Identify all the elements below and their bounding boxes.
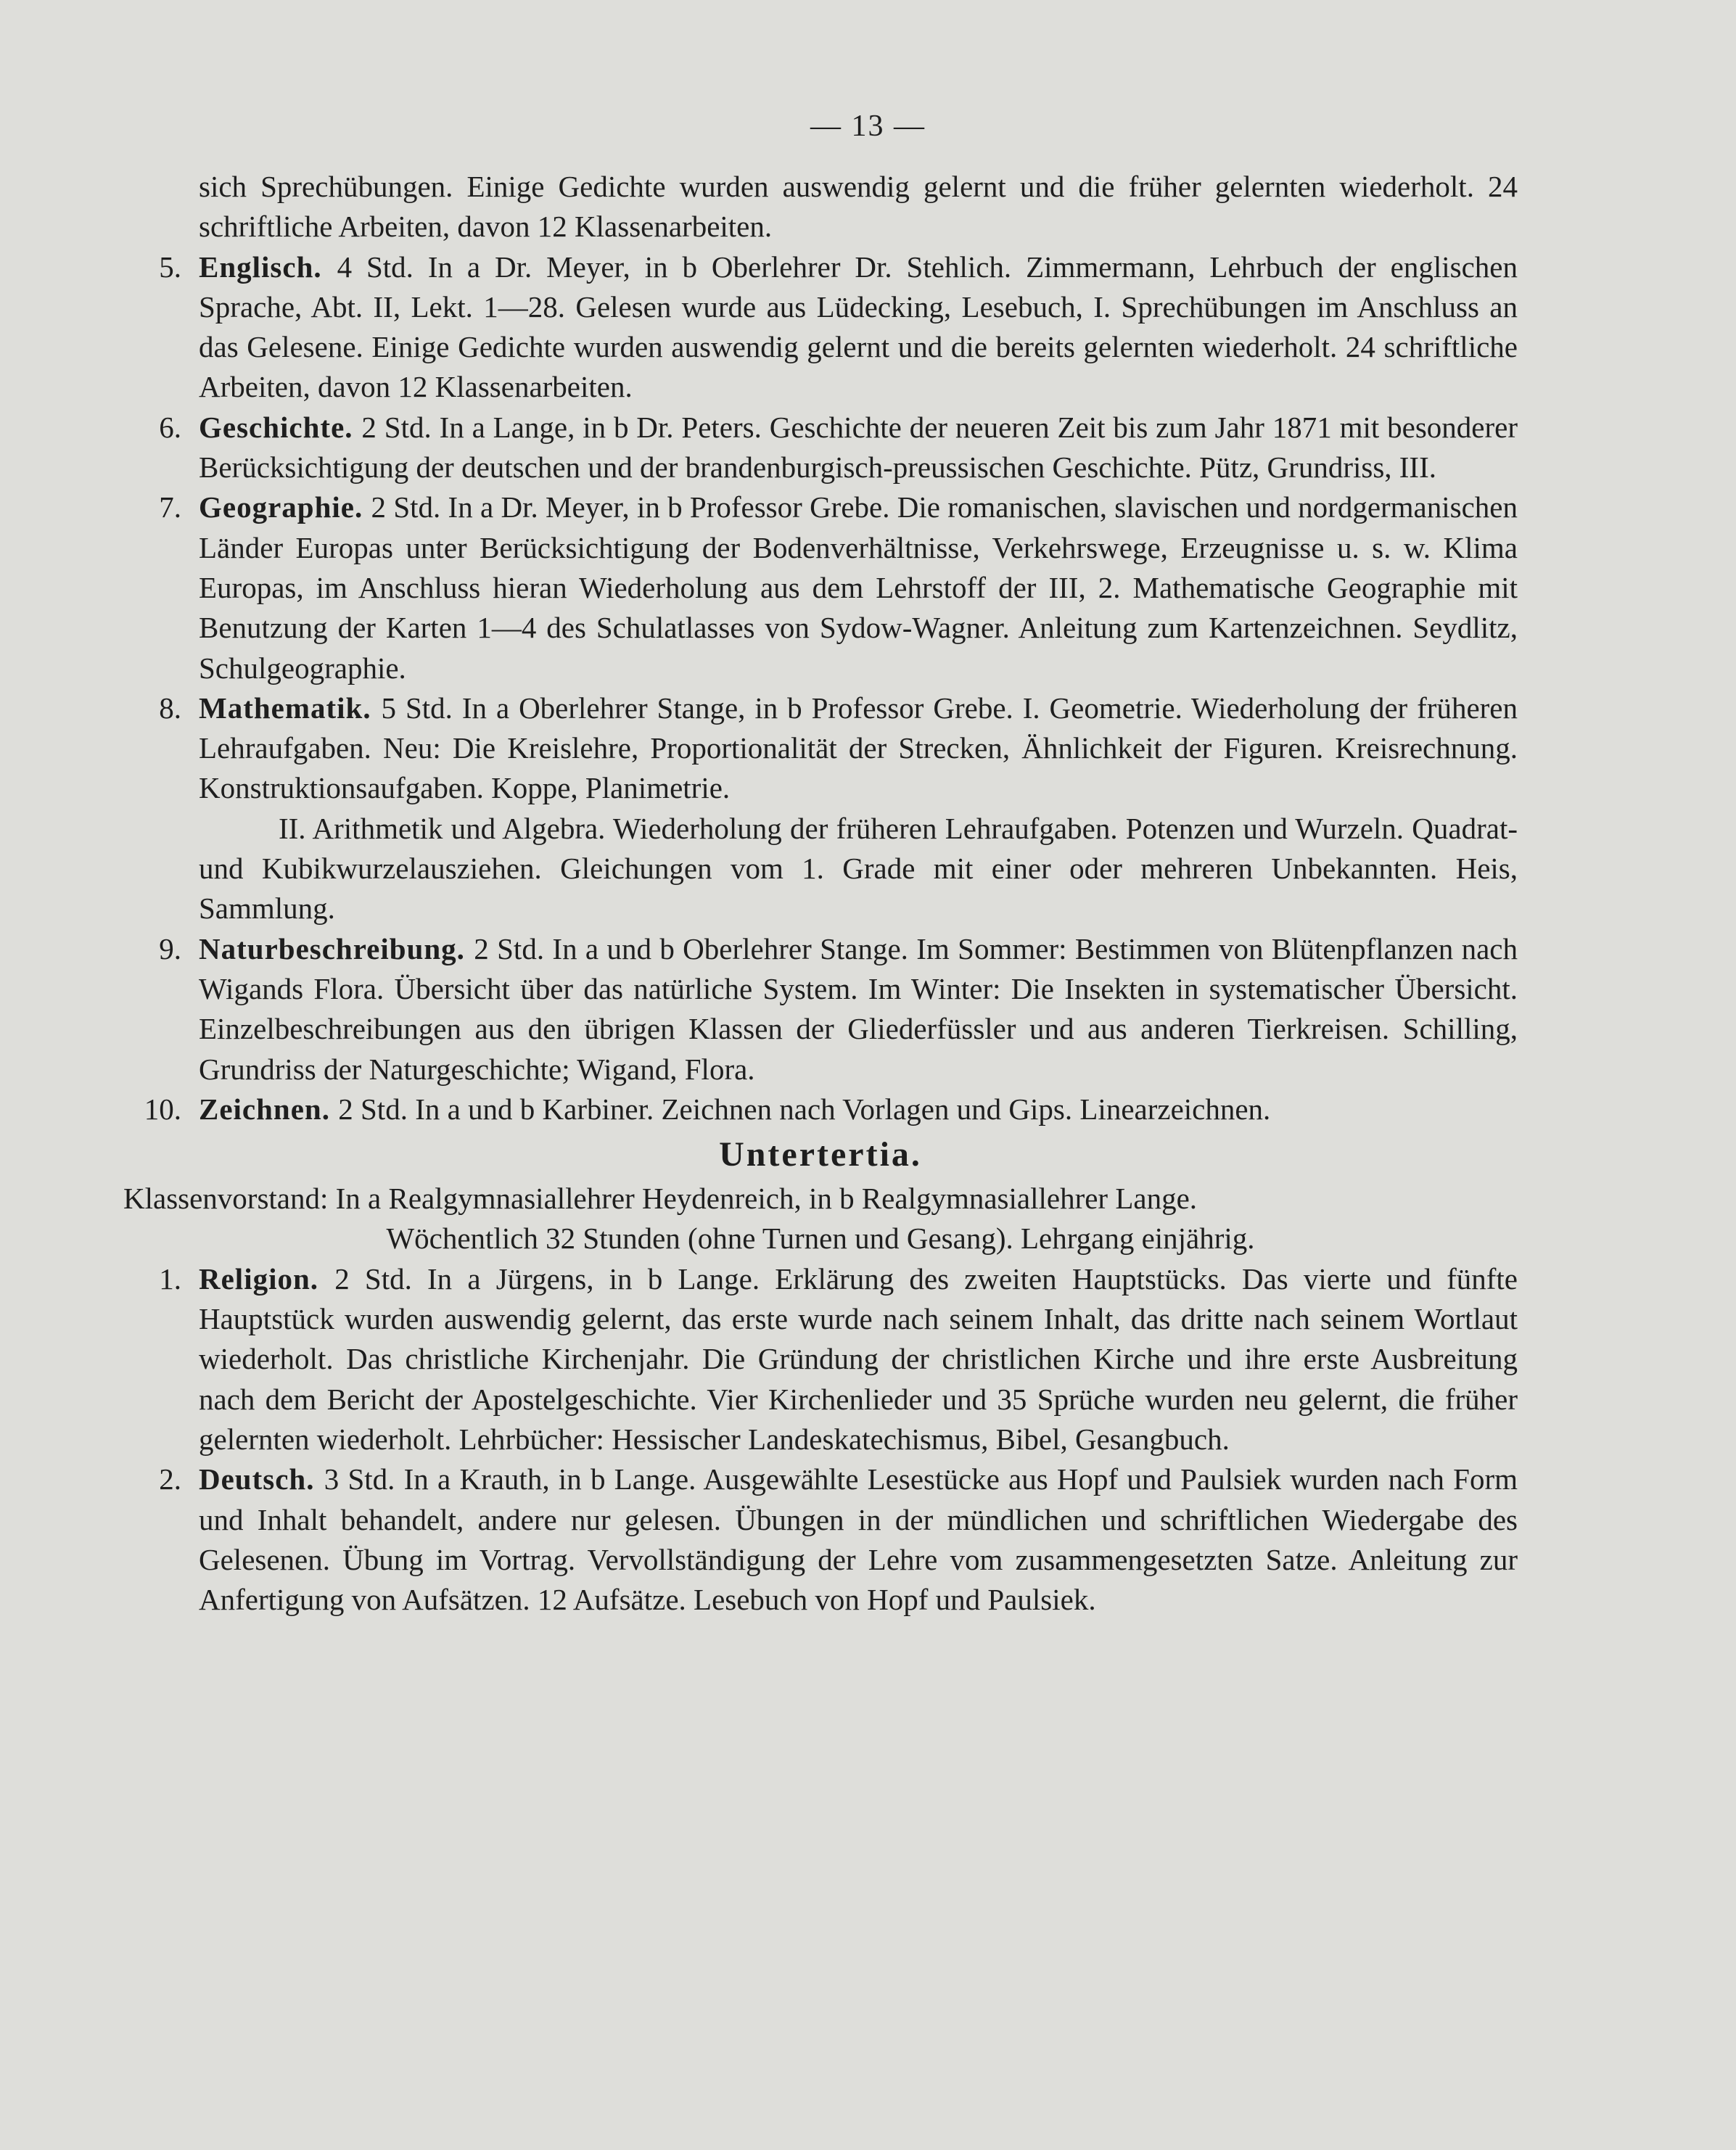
section-englisch (123, 247, 1518, 408)
section-text: 2 Std. In a Lange, in b Dr. Peters. Geschichte der neueren Zeit bis zum Jahr 1871 mit besonderer Berücksichtigung der deutschen und der brandenburgisch-preussischen Geschichte. Pütz, Grundriss, III. (199, 410, 1518, 485)
section-subject: Deutsch. (199, 1462, 324, 1496)
section-subject: Geschichte. (199, 410, 362, 444)
section-geographie (123, 487, 1518, 688)
section-text: 2 Std. In a und b Karbiner. Zeichnen nach Vorlagen und Gips. Linearzeichnen. (338, 1092, 1271, 1126)
class-heading: Untertertia. (719, 1135, 922, 1174)
page-number: — 13 — (810, 110, 926, 143)
section-number: 9. (159, 931, 181, 965)
section-deutsch (123, 1459, 1518, 1620)
section-naturbeschreibung (123, 929, 1518, 1090)
section-text: 5 Std. In a Oberlehrer Stange, in b Professor Grebe. I. Geometrie. Wiederholung der früheren Lehraufgaben. Neu: Die Kreislehre, Proportionalität der Strecken, Ähnlichkeit der Figuren. Kreisrechnung. Konstruktionsaufgaben. Koppe, Planimetrie. (199, 691, 1518, 805)
section-subject: Religion. (199, 1261, 335, 1296)
section-geschichte (123, 408, 1518, 488)
continued-paragraph: sich Sprechübungen. Einige Gedichte wurden auswendig gelernt und die früher gelernten wiederholt. 24 schriftliche Arbeiten, davon 12 Klassenarbeiten. (199, 170, 1518, 244)
section-subject: Geographie. (199, 490, 371, 524)
section-subject: Zeichnen. (199, 1092, 339, 1126)
section-text: 2 Std. In a Jürgens, in b Lange. Erklärung des zweiten Hauptstücks. Das vierte und fünfte Hauptstück wurden auswendig gelernt, das erste wurde nach seinem Inhalt, das dritte nach seinem Wortlaut wiederholt. Das christliche Kirchenjahr. Die Gründung der christlichen Kirche und ihre erste Ausbreitung nach dem Bericht der Apostelgeschichte. Vier Kirchenlieder und 35 Sprüche wurden neu gelernt, die früher gelernten wiederholt. Lehrbücher: Hessischer Landeskatechismus, Bibel, Gesangbuch. (199, 1261, 1518, 1456)
section-text: 3 Std. In a Krauth, in b Lange. Ausgewählte Lesestücke aus Hopf und Paulsiek wurden nach Form und Inhalt behandelt, andere nur gelesen. Übungen in der mündlichen und schriftlichen Wiedergabe des Gelesenen. Übung im Vortrag. Vervollständigung der Lehre vom zusammengesetzten Satze. Anleitung zur Anfertigung von Aufsätzen. 12 Aufsätze. Lesebuch von Hopf und Paulsiek. (199, 1462, 1518, 1617)
section-number: 10. (144, 1092, 181, 1126)
section-zeichnen (123, 1090, 1518, 1129)
section-text: 2 Std. In a Dr. Meyer, in b Professor Grebe. Die romanischen, slavischen und nordgermanischen Länder Europas unter Berücksichtigung der Bodenverhältnisse, Verkehrswege, Erzeugnisse u. s. w. Klima Europas, im Anschluss hieran Wiederholung aus dem Lehrstoff der III, 2. Mathematische Geographie mit Benutzung der Karten 1—4 des Schulatlasses von Sydow-Wagner. Anleitung zum Kartenzeichnen. Seydlitz, Schulgeographie. (199, 490, 1518, 685)
section-religion (123, 1259, 1518, 1459)
section-number: 2. (159, 1462, 181, 1496)
section-number: 5. (159, 250, 181, 284)
section-number: 8. (159, 691, 181, 725)
section-mathematik (123, 688, 1518, 809)
section-number: 1. (159, 1261, 181, 1296)
arithmetik-paragraph: II. Arithmetik und Algebra. Wiederholung der früheren Lehraufgaben. Potenzen und Wurzeln. Quadrat- und Kubikwurzelausziehen. Gleichungen vom 1. Grade mit einer oder mehreren Unbekannten. Heis, Sammlung. (199, 811, 1518, 926)
klassenvorstand-line: Klassenvorstand: In a Realgymnasiallehrer Heydenreich, in b Realgymnasiallehrer Lange. (123, 1182, 1198, 1216)
section-subject: Naturbeschreibung. (199, 931, 474, 965)
section-subject: Englisch. (199, 250, 337, 284)
section-subject: Mathematik. (199, 691, 382, 725)
section-number: 7. (159, 490, 181, 524)
page-body (123, 167, 1518, 1620)
weekly-hours-line: Wöchentlich 32 Stunden (ohne Turnen und Gesang). Lehrgang einjährig. (386, 1222, 1255, 1256)
section-text: 4 Std. In a Dr. Meyer, in b Oberlehrer Dr. Stehlich. Zimmermann, Lehrbuch der englischen Sprache, Abt. II, Lekt. 1—28. Gelesen wurde aus Lüdecking, Lesebuch, I. Sprechübungen im Anschluss an das Gelesene. Einige Gedichte wurden auswendig gelernt und die bereits gelernten wiederholt. 24 schriftliche Arbeiten, davon 12 Klassenarbeiten. (199, 250, 1518, 404)
section-number: 6. (159, 410, 181, 444)
section-text: 2 Std. In a und b Oberlehrer Stange. Im Sommer: Bestimmen von Blütenpflanzen nach Wigands Flora. Übersicht über das natürliche System. Im Winter: Die Insekten in systematischer Übersicht. Einzelbeschreibungen aus den übrigen Klassen der Gliederfüssler und aus anderen Tierkreisen. Schilling, Grundriss der Naturgeschichte; Wigand, Flora. (199, 931, 1518, 1086)
